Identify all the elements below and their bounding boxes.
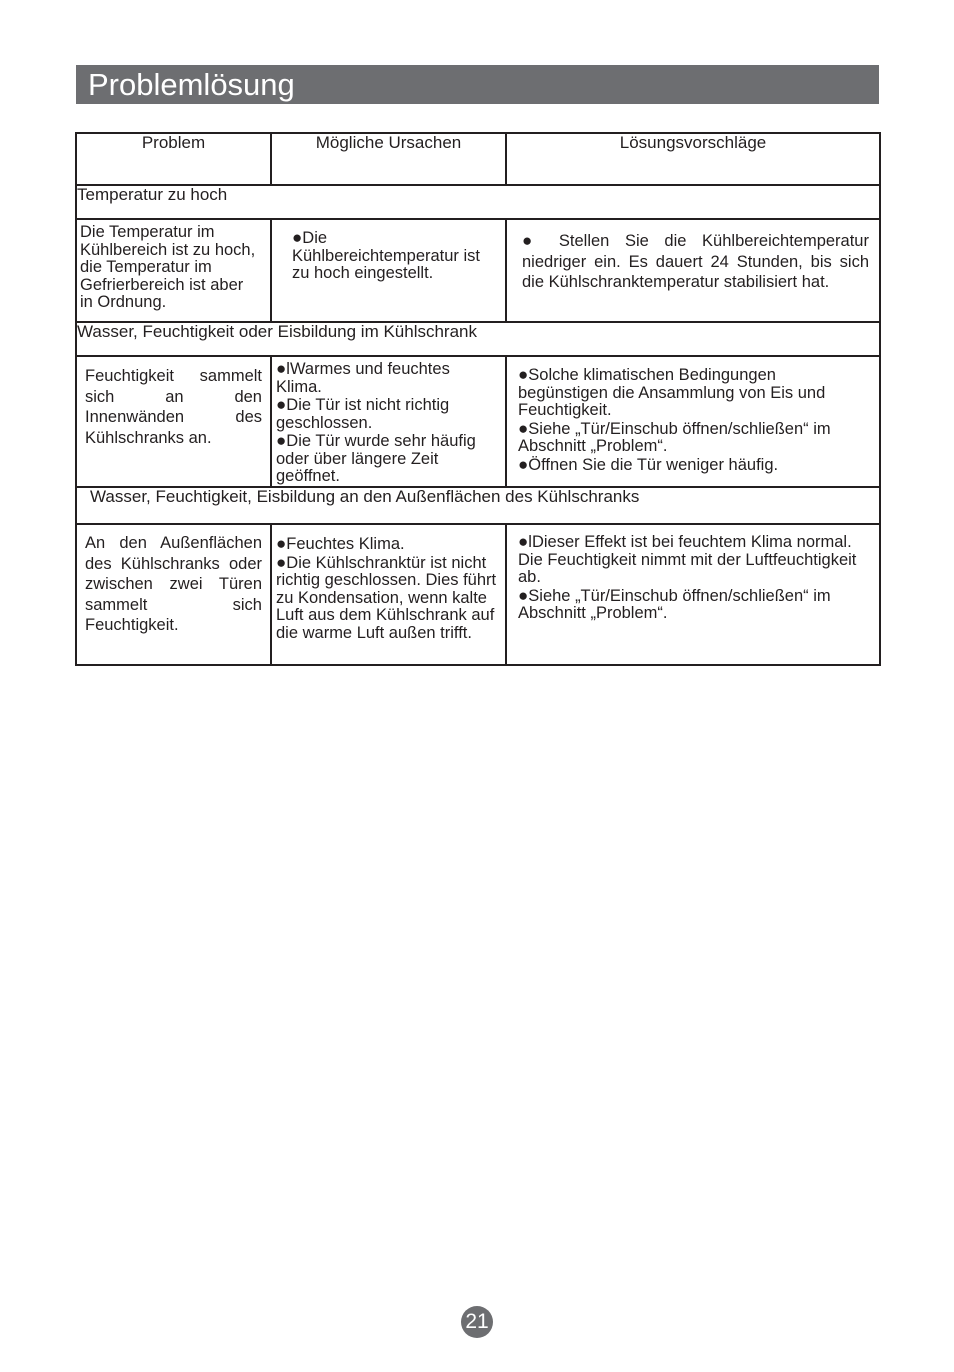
problem-text: Die Temperatur im Kühlbereich ist zu hoch, die Temperatur im Gefrierbereich ist aber in Ordnung. xyxy=(80,223,256,311)
bullet-icon: ● xyxy=(518,454,529,474)
bullet-icon: ● xyxy=(276,395,287,414)
problem-cell xyxy=(76,219,271,322)
bullet-icon: ● xyxy=(518,585,529,605)
section-heading: Temperatur zu hoch xyxy=(76,185,880,219)
problem-text: An den Außenflächen des Kühlschranks oder zwischen zwei Türen sammelt sich Feuchtigkeit. xyxy=(85,534,262,634)
troubleshooting-table xyxy=(75,132,881,666)
cause-item: ●Die Kühlschranktür ist nicht richtig geschlossen. Dies führt zu Kondensation, wenn kalte Luft aus dem Kühlschrank auf die warme Luft außen trifft. xyxy=(276,552,497,642)
cause-item: ●Die Kühlbereichtemperatur ist zu hoch eingestellt. xyxy=(292,228,481,282)
section-heading: Wasser, Feuchtigkeit oder Eisbildung im Kühlschrank xyxy=(76,322,880,356)
section-heading: Wasser, Feuchtigkeit, Eisbildung an den Außenflächen des Kühlschranks xyxy=(76,487,880,524)
bullet-icon: ● xyxy=(276,359,287,378)
section-heading-row xyxy=(76,322,880,356)
problem-cell xyxy=(76,356,271,487)
solutions-cell xyxy=(506,356,880,487)
solution-item: ●Öffnen Sie die Tür weniger häufig. xyxy=(518,454,779,474)
solutions-cell xyxy=(506,524,880,665)
solution-item: ●Solche klimatischen Bedingungen begünstigen die Ansammlung von Eis und Feuchtigkeit. xyxy=(518,365,826,419)
cause-item: ●Feuchtes Klima. xyxy=(276,534,405,553)
bullet-icon: ● xyxy=(518,365,529,384)
table-header-row xyxy=(76,133,880,185)
solution-item: ●Siehe „Tür/Einschub öffnen/schließen“ im Abschnitt „Problem“. xyxy=(518,418,831,455)
solution-item: ●lDieser Effekt ist bei feuchtem Klima normal. Die Feuchtigkeit nimmt mit der Luftfeuchtigkeit ab. xyxy=(518,532,857,586)
bullet-icon: ● xyxy=(276,431,287,450)
table-row xyxy=(76,356,880,487)
bullet-icon: ● xyxy=(276,534,287,553)
bullet-icon: ● xyxy=(518,418,529,438)
header-solutions: Lösungsvorschläge xyxy=(506,133,880,185)
table-row xyxy=(76,524,880,665)
problem-cell xyxy=(76,524,271,665)
bullet-icon: ● xyxy=(522,231,544,250)
page-title: Problemlösung xyxy=(88,67,295,102)
section-heading-row xyxy=(76,487,880,524)
bullet-icon: ● xyxy=(518,532,529,551)
solution-item: ●Siehe „Tür/Einschub öffnen/schließen“ im Abschnitt „Problem“. xyxy=(518,585,831,622)
table-row xyxy=(76,219,880,322)
causes-cell xyxy=(271,524,506,665)
cause-item: ●Die Tür wurde sehr häufig oder über längere Zeit geöffnet. xyxy=(276,431,476,485)
causes-cell xyxy=(271,219,506,322)
bullet-icon: ● xyxy=(276,552,287,572)
causes-cell xyxy=(271,356,506,487)
section-heading-row xyxy=(76,185,880,219)
solutions-cell xyxy=(506,219,880,322)
header-problem: Problem xyxy=(76,133,271,185)
cause-item: ●Die Tür ist nicht richtig geschlossen. xyxy=(276,395,450,432)
cause-item: ●lWarmes und feuchtes Klima. xyxy=(276,359,450,396)
page-number: 21 xyxy=(461,1306,493,1338)
bullet-icon: ● xyxy=(292,228,303,247)
problem-text: Feuchtigkeit sammelt sich an den Innenwänden des Kühlschranks an. xyxy=(85,367,262,447)
header-causes: Mögliche Ursachen xyxy=(271,133,506,185)
solution-item: ● Stellen Sie die Kühlbereichtemperatur niedriger ein. Es dauert 24 Stunden, bis sich die Kühlschranktemperatur stabilisiert hat. xyxy=(522,231,869,291)
page-title-bar xyxy=(76,65,879,104)
